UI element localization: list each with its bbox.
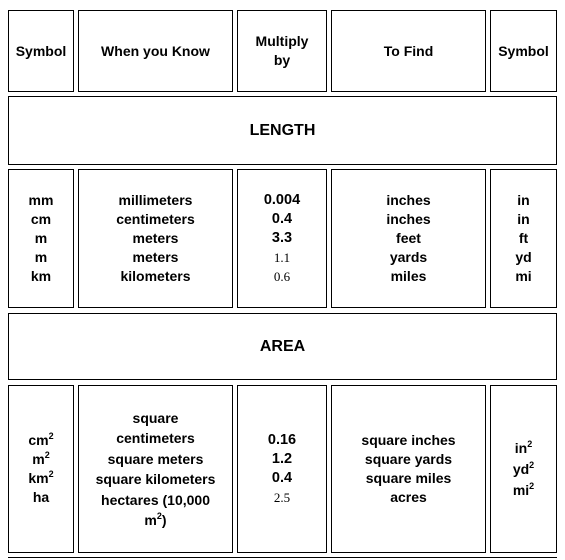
length-result-symbol: in [517, 192, 530, 208]
area-result-symbol [513, 480, 534, 501]
length-symbol: m [34, 230, 48, 246]
area-result-symbol-base: in [514, 439, 528, 456]
area-result-symbol [513, 459, 534, 480]
length-result-symbol: yd [515, 249, 532, 265]
length-symbol: km [30, 268, 52, 284]
area-result-symbol-base: mi [512, 481, 530, 498]
length-to-find-cell [331, 169, 486, 308]
length-result-unit: yards [389, 249, 428, 265]
area-unit-exponent: 2 [156, 511, 162, 521]
area-result-unit: square inches [361, 432, 456, 448]
area-symbol-exponent: 2 [48, 469, 54, 479]
area-symbol [28, 469, 53, 488]
area-symbol [32, 450, 49, 469]
length-factor: 0.004 [263, 192, 301, 208]
header-multiply-line2: by [273, 52, 291, 68]
area-when-you-know-cell [78, 385, 233, 553]
header-to-find [331, 10, 486, 92]
area-unit: square [132, 409, 179, 426]
area-factor: 1.2 [271, 451, 293, 467]
area-factor: 0.16 [267, 432, 297, 448]
area-symbol-base: cm [28, 432, 49, 448]
area-factor: 0.4 [271, 470, 293, 486]
area-unit: square kilometers [95, 471, 216, 487]
area-result-unit: acres [390, 489, 427, 505]
length-symbol: cm [30, 211, 52, 227]
length-result-symbol: mi [515, 268, 532, 284]
header-to-find-text: To Find [383, 42, 434, 59]
section-area-title: AREA [259, 338, 306, 355]
area-symbol-base: m [32, 451, 45, 467]
length-result-unit: inches [386, 211, 431, 227]
area-result-unit: square miles [365, 470, 452, 486]
section-area [8, 313, 557, 380]
area-unit: centimeters [116, 430, 195, 446]
area-result-symbol-base: yd [512, 460, 530, 477]
area-symbol-base: ha [32, 489, 50, 505]
length-when-you-know-cell [78, 169, 233, 308]
area-result-symbol-exponent: 2 [527, 438, 533, 449]
length-result-symbol: in [517, 211, 530, 227]
area-multiply-cell [237, 385, 327, 553]
area-unit-paren: ) [161, 512, 167, 528]
length-factor: 0.4 [271, 211, 293, 227]
area-unit [144, 510, 166, 531]
length-symbol: mm [28, 192, 54, 208]
length-unit: centimeters [116, 211, 195, 227]
length-factor: 0.6 [273, 269, 291, 284]
length-factor: 3.3 [271, 230, 293, 246]
length-unit: meters [132, 249, 179, 265]
area-symbol [28, 431, 53, 450]
area-factor: 2.5 [273, 490, 291, 505]
area-symbol-exponent: 2 [48, 431, 54, 441]
length-symbol: m [34, 249, 48, 265]
area-symbol-base: km [28, 470, 49, 486]
area-result-symbols-cell [490, 385, 557, 553]
header-multiply-line1: Multiply [255, 33, 309, 49]
length-symbols-cell [8, 169, 74, 308]
length-factor: 1.1 [273, 250, 291, 265]
area-result-symbol-exponent: 2 [529, 480, 535, 491]
length-result-unit: miles [390, 268, 427, 284]
length-result-symbol: ft [518, 230, 529, 246]
section-length [8, 96, 557, 165]
header-symbol-left [8, 10, 74, 92]
header-symbol-right [490, 10, 557, 92]
header-symbol-right-text: Symbol [498, 42, 549, 59]
length-unit: meters [132, 230, 179, 246]
length-result-symbols-cell [490, 169, 557, 308]
length-result-unit: inches [386, 192, 431, 208]
header-when-you-know-text: When you Know [101, 42, 210, 59]
area-symbol-exponent: 2 [44, 450, 50, 460]
header-multiply-by [237, 10, 327, 92]
area-unit-m: m [144, 512, 157, 528]
length-unit: millimeters [118, 192, 193, 208]
section-length-title: LENGTH [249, 122, 316, 139]
area-symbol [33, 488, 49, 507]
area-symbols-cell [8, 385, 74, 553]
area-result-symbol [515, 438, 532, 459]
length-multiply-cell [237, 169, 327, 308]
header-when-you-know [78, 10, 233, 92]
length-unit: kilometers [120, 268, 191, 284]
length-result-unit: feet [396, 230, 421, 246]
area-result-unit: square yards [364, 451, 453, 467]
header-symbol-left-text: Symbol [15, 42, 67, 59]
area-result-symbol-exponent: 2 [529, 459, 535, 470]
area-unit: hectares (10,000 [101, 491, 210, 508]
area-to-find-cell [331, 385, 486, 553]
area-unit: square meters [107, 450, 204, 467]
